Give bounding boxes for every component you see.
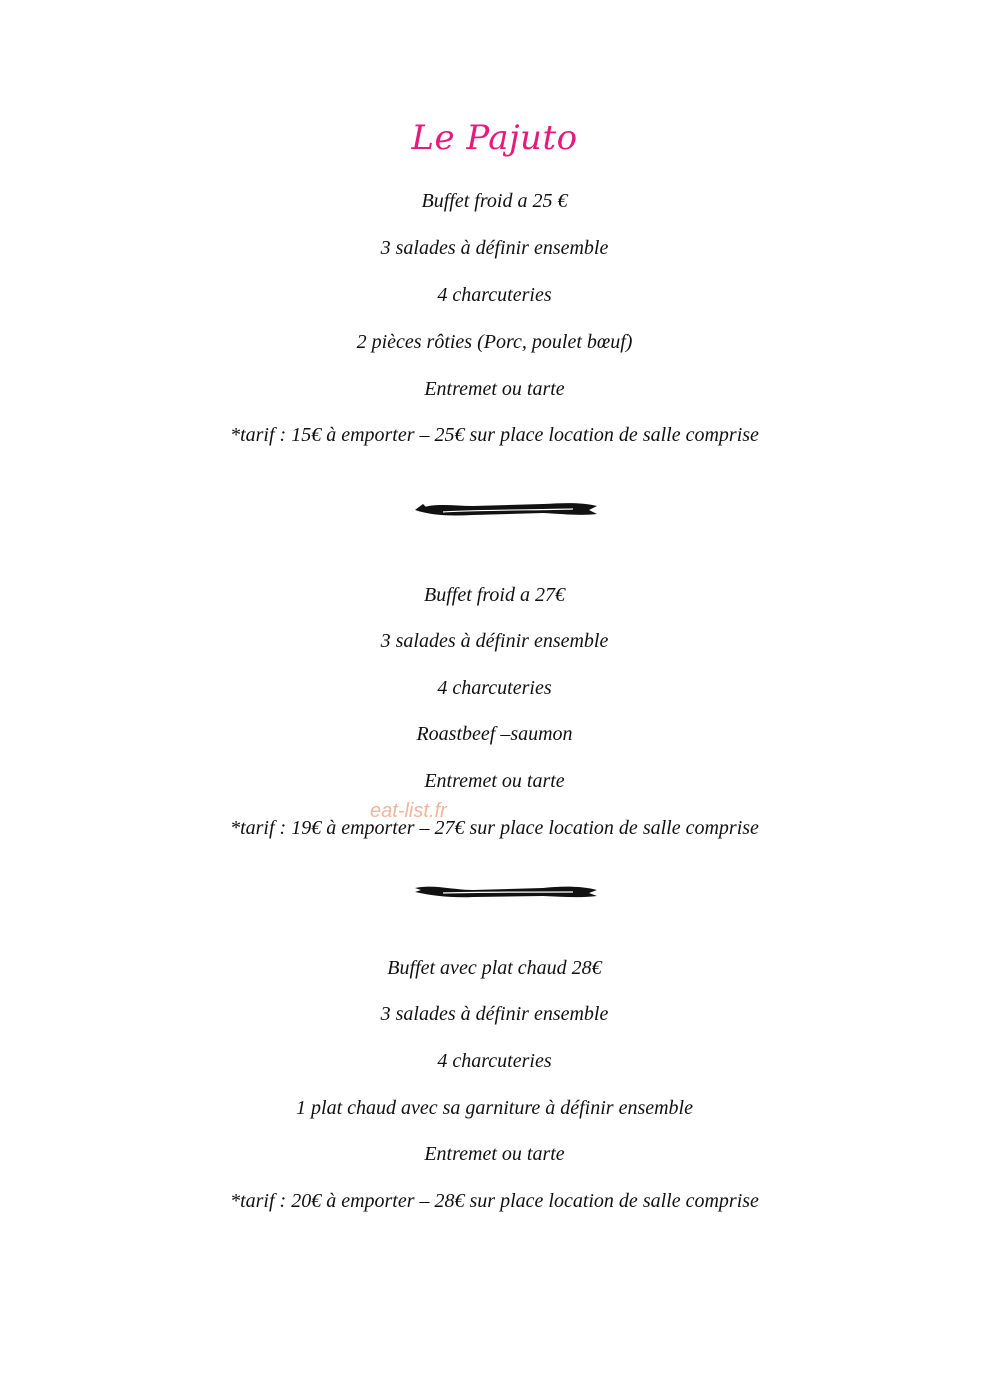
section-1-item-4: Entremet ou tarte xyxy=(424,378,565,400)
section-3-item-3: 1 plat chaud avec sa garniture à définir ensemble xyxy=(296,1097,693,1119)
section-1-item-1: 3 salades à définir ensemble xyxy=(380,237,609,259)
restaurant-title: Le Pajuto xyxy=(411,118,578,158)
section-1-item-3: 2 pièces rôties (Porc, poulet bœuf) xyxy=(356,331,633,353)
section-3-item-1: 3 salades à définir ensemble xyxy=(380,1003,609,1025)
section-2-item-4: Entremet ou tarte xyxy=(424,770,565,792)
ribbon-divider-icon xyxy=(413,498,599,520)
section-3-heading: Buffet avec plat chaud 28€ xyxy=(387,957,602,979)
section-2-tarif: *tarif : 19€ à emporter – 27€ sur place location de salle comprise xyxy=(230,817,759,839)
section-3-item-4: Entremet ou tarte xyxy=(424,1143,565,1165)
watermark: eat-list.fr xyxy=(370,800,447,822)
section-3-tarif: *tarif : 20€ à emporter – 28€ sur place location de salle comprise xyxy=(230,1190,759,1212)
section-3-item-2: 4 charcuteries xyxy=(437,1050,552,1072)
section-1-tarif: *tarif : 15€ à emporter – 25€ sur place location de salle comprise xyxy=(230,424,759,446)
section-2-item-2: 4 charcuteries xyxy=(437,677,552,699)
section-2-heading: Buffet froid a 27€ xyxy=(424,584,565,606)
section-1-item-2: 4 charcuteries xyxy=(437,284,552,306)
section-2-item-1: 3 salades à définir ensemble xyxy=(380,630,609,652)
ribbon-divider-icon xyxy=(413,880,599,902)
section-1-heading: Buffet froid a 25 € xyxy=(421,190,568,212)
section-2-item-3: Roastbeef –saumon xyxy=(416,723,573,745)
